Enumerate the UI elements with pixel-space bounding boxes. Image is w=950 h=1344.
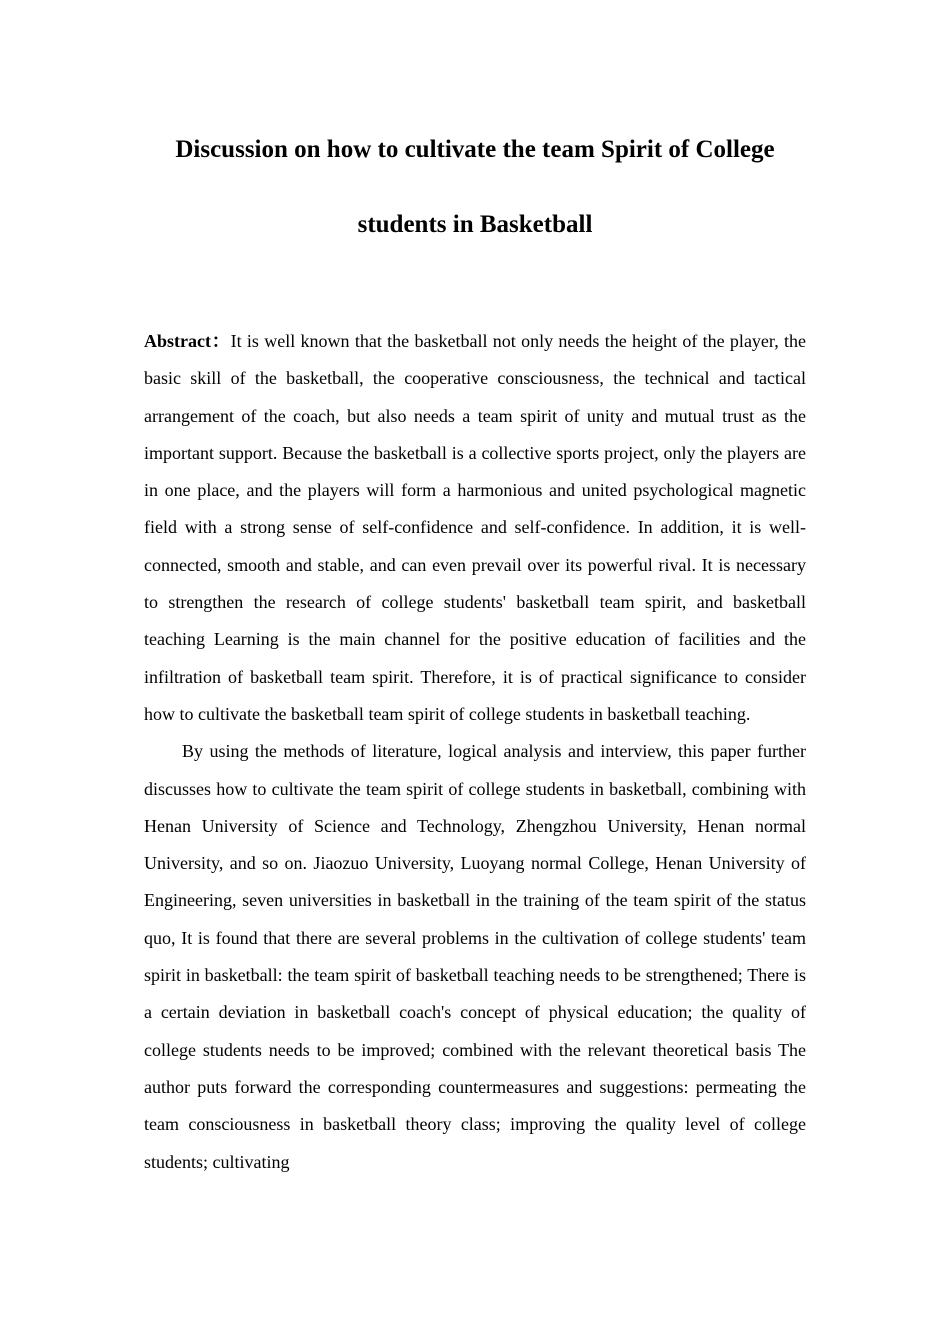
title-line-1: Discussion on how to cultivate the team Spirit of College bbox=[175, 136, 775, 163]
abstract-paragraph bbox=[144, 323, 806, 733]
title-line-2: students in Basketball bbox=[357, 211, 593, 238]
abstract-text: It is well known that the basketball not only needs the height of the player, the basic skill of the basketball, the cooperative consciousness, the technical and tactical arrangement of the coach, but also needs a team spirit of unity and mutual trust as the important support. Because the basketball is a collective sports project, only the players are in one place, and the players will form a harmonious and united psychological magnetic field with a strong sense of self-confidence and self-confidence. In addition, it is well-connected, smooth and stable, and can even prevail over its powerful rival. It is necessary to strengthen the research of college students' basketball team spirit, and basketball teaching Learning is the main channel for the positive education of facilities and the infiltration of basketball team spirit. Therefore, it is of practical significance to consider how to cultivate the basketball team spirit of college students in basketball teaching. bbox=[144, 331, 806, 724]
body-paragraph-2: By using the methods of literature, logical analysis and interview, this paper further discusses how to cultivate the team spirit of college students in basketball, combining with Henan University of Science and Technology, Zhengzhou University, Henan normal University, and so on. Jiaozuo University, Luoyang normal College, Henan University of Engineering, seven universities in basketball in the training of the team spirit of the status quo, It is found that there are several problems in the cultivation of college students' team spirit in basketball: the team spirit of basketball teaching needs to be strengthened; There is a certain deviation in basketball coach's concept of physical education; the quality of college students needs to be improved; combined with the relevant theoretical basis The author puts forward the corresponding countermeasures and suggestions: permeating the team consciousness in basketball theory class; improving the quality level of college students; cultivating bbox=[144, 741, 806, 1172]
document-body bbox=[144, 323, 806, 1181]
abstract-label: Abstract： bbox=[144, 331, 231, 351]
